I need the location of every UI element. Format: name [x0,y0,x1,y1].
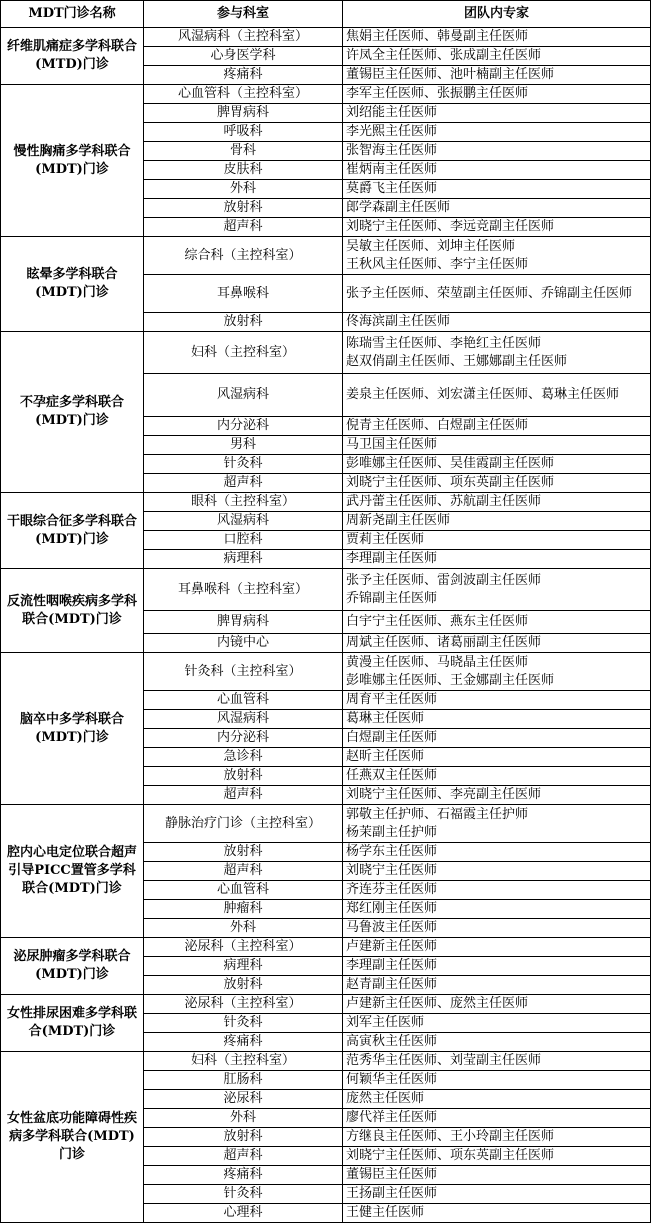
department-cell: 急诊科 [144,748,343,767]
experts-cell: 董锡臣主任医师 [343,1166,651,1185]
department-cell: 放射科 [144,767,343,786]
experts-cell: 许凤全主任医师、张成副主任医师 [343,47,651,66]
experts-cell: 刘晓宁主任医师、项东英副主任医师 [343,1147,651,1166]
experts-cell: 白宇宁主任医师、燕东主任医师 [343,611,651,634]
department-cell: 皮肤科 [144,161,343,180]
department-cell: 疼痛科 [144,1033,343,1052]
department-cell: 风湿病科 [144,710,343,729]
department-cell: 肿瘤科 [144,900,343,919]
experts-cell: 葛琳主任医师 [343,710,651,729]
department-cell: 超声科 [144,218,343,237]
experts-cell: 刘晓宁主任医师、李远竞副主任医师 [343,218,651,237]
department-cell: 男科 [144,436,343,455]
table-row [1,569,651,611]
experts-cell: 王扬副主任医师 [343,1185,651,1204]
clinic-name-cell: 纤维肌痛症多学科联合(MTD)门诊 [1,28,144,85]
department-cell: 内分泌科 [144,729,343,748]
experts-cell: 赵青副主任医师 [343,976,651,995]
experts-cell: 周育平主任医师 [343,691,651,710]
clinic-name-cell: 慢性胸痛多学科联合(MDT)门诊 [1,85,144,237]
header-department: 参与科室 [144,1,343,28]
department-cell: 妇科（主控科室） [144,1052,343,1071]
department-cell: 骨科 [144,142,343,161]
department-cell: 泌尿科 [144,1090,343,1109]
clinic-name-cell: 反流性咽喉疾病多学科联合(MDT)门诊 [1,569,144,653]
experts-cell: 郭敬主任护师、石福霞主任护师 杨茉副主任护师 [343,805,651,843]
department-cell: 放射科 [144,313,343,332]
table-row [1,493,651,512]
header-experts: 团队内专家 [343,1,651,28]
clinic-name-cell: 腔内心电定位联合超声引导PICC置管多学科联合(MDT)门诊 [1,805,144,938]
department-cell: 心血管科 [144,691,343,710]
experts-cell: 佟海滨副主任医师 [343,313,651,332]
department-cell: 心血管科（主控科室） [144,85,343,104]
department-cell: 病理科 [144,550,343,569]
experts-cell: 贾莉主任医师 [343,531,651,550]
department-cell: 外科 [144,1109,343,1128]
header-clinic-name: MDT门诊名称 [1,1,144,28]
table-row [1,28,651,47]
experts-cell: 焦娟主任医师、韩曼副主任医师 [343,28,651,47]
experts-cell: 卢建新主任医师 [343,938,651,957]
table-row [1,938,651,957]
experts-cell: 马鲁波主任医师 [343,919,651,938]
clinic-name-cell: 眩晕多学科联合(MDT)门诊 [1,237,144,332]
department-cell: 病理科 [144,957,343,976]
table-body [1,28,651,1223]
department-cell: 风湿病科 [144,512,343,531]
department-cell: 泌尿科（主控科室） [144,938,343,957]
department-cell: 放射科 [144,199,343,218]
experts-cell: 彭唯娜主任医师、吴佳霞副主任医师 [343,455,651,474]
table-row [1,653,651,691]
experts-cell: 白煜副主任医师 [343,729,651,748]
department-cell: 妇科（主控科室） [144,332,343,374]
department-cell: 肛肠科 [144,1071,343,1090]
department-cell: 针灸科（主控科室） [144,653,343,691]
department-cell: 心身医学科 [144,47,343,66]
department-cell: 超声科 [144,862,343,881]
experts-cell: 黄漫主任医师、马晓晶主任医师 彭唯娜主任医师、王金娜副主任医师 [343,653,651,691]
experts-cell: 张予主任医师、雷剑波副主任医师 乔锦副主任医师 [343,569,651,611]
department-cell: 耳鼻喉科 [144,275,343,313]
experts-cell: 范秀华主任医师、刘莹副主任医师 [343,1052,651,1071]
table-row [1,1052,651,1071]
department-cell: 风湿病科（主控科室） [144,28,343,47]
experts-cell: 崔炳南主任医师 [343,161,651,180]
department-cell: 口腔科 [144,531,343,550]
table-row [1,995,651,1014]
experts-cell: 倪青主任医师、白煜副主任医师 [343,417,651,436]
clinic-name-cell: 脑卒中多学科联合(MDT)门诊 [1,653,144,805]
experts-cell: 陈瑞雪主任医师、李艳红主任医师 赵双俏副主任医师、王娜娜副主任医师 [343,332,651,374]
clinic-name-cell: 不孕症多学科联合(MDT)门诊 [1,332,144,493]
table-row [1,85,651,104]
table-row [1,237,651,275]
experts-cell: 莫爵飞主任医师 [343,180,651,199]
experts-cell: 庞然主任医师 [343,1090,651,1109]
experts-cell: 李军主任医师、张振鹏主任医师 [343,85,651,104]
department-cell: 放射科 [144,1128,343,1147]
experts-cell: 刘绍能主任医师 [343,104,651,123]
department-cell: 超声科 [144,1147,343,1166]
experts-cell: 周斌主任医师、诸葛丽副主任医师 [343,634,651,653]
experts-cell: 刘晓宁主任医师、李亮副主任医师 [343,786,651,805]
department-cell: 针灸科 [144,455,343,474]
department-cell: 疼痛科 [144,1166,343,1185]
experts-cell: 齐连芬主任医师 [343,881,651,900]
department-cell: 泌尿科（主控科室） [144,995,343,1014]
department-cell: 风湿病科 [144,374,343,417]
experts-cell: 郎学森副主任医师 [343,199,651,218]
clinic-name-cell: 干眼综合征多学科联合(MDT)门诊 [1,493,144,569]
experts-cell: 方继良主任医师、王小玲副主任医师 [343,1128,651,1147]
experts-cell: 姜泉主任医师、刘宏潇主任医师、葛琳主任医师 [343,374,651,417]
experts-cell: 廖代祥主任医师 [343,1109,651,1128]
experts-cell: 高寅秋主任医师 [343,1033,651,1052]
experts-cell: 刘晓宁主任医师、项东英副主任医师 [343,474,651,493]
department-cell: 疼痛科 [144,66,343,85]
department-cell: 静脉治疗门诊（主控科室） [144,805,343,843]
clinic-name-cell: 女性盆底功能障碍性疾病多学科联合(MDT)门诊 [1,1052,144,1223]
experts-cell: 张予主任医师、荣堃副主任医师、乔锦副主任医师 [343,275,651,313]
department-cell: 眼科（主控科室） [144,493,343,512]
department-cell: 心理科 [144,1204,343,1223]
experts-cell: 李理副主任医师 [343,957,651,976]
department-cell: 呼吸科 [144,123,343,142]
experts-cell: 王健主任医师 [343,1204,651,1223]
experts-cell: 武丹蕾主任医师、苏航副主任医师 [343,493,651,512]
experts-cell: 李理副主任医师 [343,550,651,569]
experts-cell: 刘晓宁主任医师 [343,862,651,881]
department-cell: 综合科（主控科室） [144,237,343,275]
experts-cell: 吴敏主任医师、刘坤主任医师 王秋风主任医师、李宁主任医师 [343,237,651,275]
department-cell: 内镜中心 [144,634,343,653]
department-cell: 超声科 [144,474,343,493]
experts-cell: 张智海主任医师 [343,142,651,161]
department-cell: 脾胃病科 [144,611,343,634]
department-cell: 放射科 [144,843,343,862]
clinic-name-cell: 女性排尿困难多学科联合(MDT)门诊 [1,995,144,1052]
department-cell: 脾胃病科 [144,104,343,123]
department-cell: 耳鼻喉科（主控科室） [144,569,343,611]
department-cell: 内分泌科 [144,417,343,436]
department-cell: 心血管科 [144,881,343,900]
department-cell: 超声科 [144,786,343,805]
department-cell: 针灸科 [144,1185,343,1204]
clinic-name-cell: 泌尿肿瘤多学科联合(MDT)门诊 [1,938,144,995]
experts-cell: 郑红刚主任医师 [343,900,651,919]
table-row [1,805,651,843]
experts-cell: 刘军主任医师 [343,1014,651,1033]
experts-cell: 任燕双主任医师 [343,767,651,786]
experts-cell: 卢建新主任医师、庞然主任医师 [343,995,651,1014]
header-row [1,1,651,28]
experts-cell: 董锡臣主任医师、池叶楠副主任医师 [343,66,651,85]
table-row [1,332,651,374]
department-cell: 外科 [144,919,343,938]
experts-cell: 马卫国主任医师 [343,436,651,455]
experts-cell: 杨学东主任医师 [343,843,651,862]
department-cell: 针灸科 [144,1014,343,1033]
department-cell: 放射科 [144,976,343,995]
department-cell: 外科 [144,180,343,199]
experts-cell: 周新尧副主任医师 [343,512,651,531]
experts-cell: 赵昕主任医师 [343,748,651,767]
experts-cell: 何颖华主任医师 [343,1071,651,1090]
experts-cell: 李光熙主任医师 [343,123,651,142]
